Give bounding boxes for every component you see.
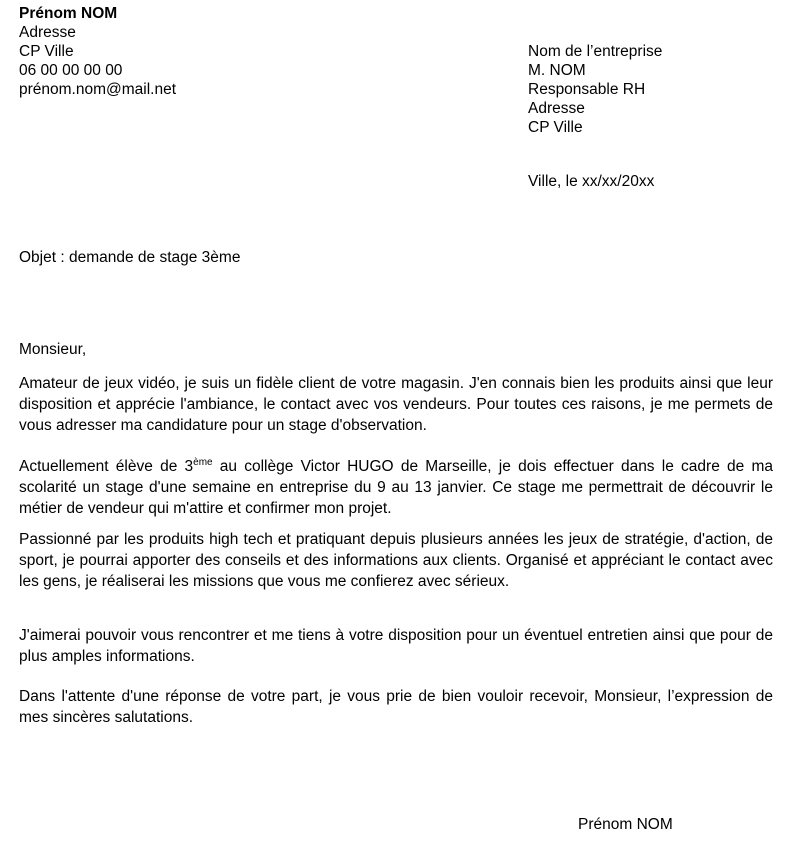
sender-block [19, 4, 176, 99]
sender-name: Prénom NOM [19, 5, 118, 22]
recipient-address: Adresse [528, 100, 585, 117]
paragraph-school-context [19, 456, 773, 519]
signature: Prénom NOM [578, 816, 673, 833]
recipient-contact-name: M. NOM [528, 62, 586, 79]
paragraph-closing: Dans l'attente d'une réponse de votre part, je vous prie de bien vouloir recevoir, Monsieur, l’expression de mes sincères salutations. [19, 688, 773, 726]
paragraph-motivation: Passionné par les produits high tech et pratiquant depuis plusieurs années les jeux de stratégie, d'action, de sport, je pourrai apporter des conseils et des informations aux clients. Organisé et appréciant le contact avec les gens, je réaliserai les missions que vous me confierez avec sérieux. [19, 531, 773, 590]
sender-phone: 06 00 00 00 00 [19, 62, 123, 79]
sender-address: Adresse [19, 24, 76, 41]
paragraph-school-context-rest: au collège Victor HUGO de Marseille, je dois effectuer dans le cadre de ma scolarité un stage d'une semaine en entreprise du 9 au 13 janvier. Ce stage me permettrait de découvrir le métier de vendeur qui m'attire et confirmer mon projet. [19, 458, 773, 517]
sender-postal-city: CP Ville [19, 43, 74, 60]
paragraph-intro: Amateur de jeux vidéo, je suis un fidèle client de votre magasin. J'en connais bien les produits ainsi que leur disposition et apprécie l'ambiance, le contact avec vos vendeurs. Pour toutes ces raisons, je me permets de vous adresser ma candidature pour un stage d'observation. [19, 375, 773, 434]
date-line: Ville, le xx/xx/20xx [528, 173, 655, 190]
grade-superscript: ème [193, 456, 213, 468]
recipient-postal-city: CP Ville [528, 119, 583, 136]
salutation: Monsieur, [19, 341, 87, 358]
sender-email: prénom.nom@mail.net [19, 81, 177, 98]
recipient-contact-role: Responsable RH [528, 81, 646, 98]
paragraph-meeting-request: J'aimerai pouvoir vous rencontrer et me tiens à votre disposition pour un éventuel entretien ainsi que pour de plus amples informations. [19, 627, 773, 665]
recipient-block [528, 42, 662, 137]
subject-line: Objet : demande de stage 3ème [19, 249, 241, 266]
recipient-company: Nom de l’entreprise [528, 43, 663, 60]
paragraph-school-context-start: Actuellement élève de 3 [19, 458, 194, 475]
